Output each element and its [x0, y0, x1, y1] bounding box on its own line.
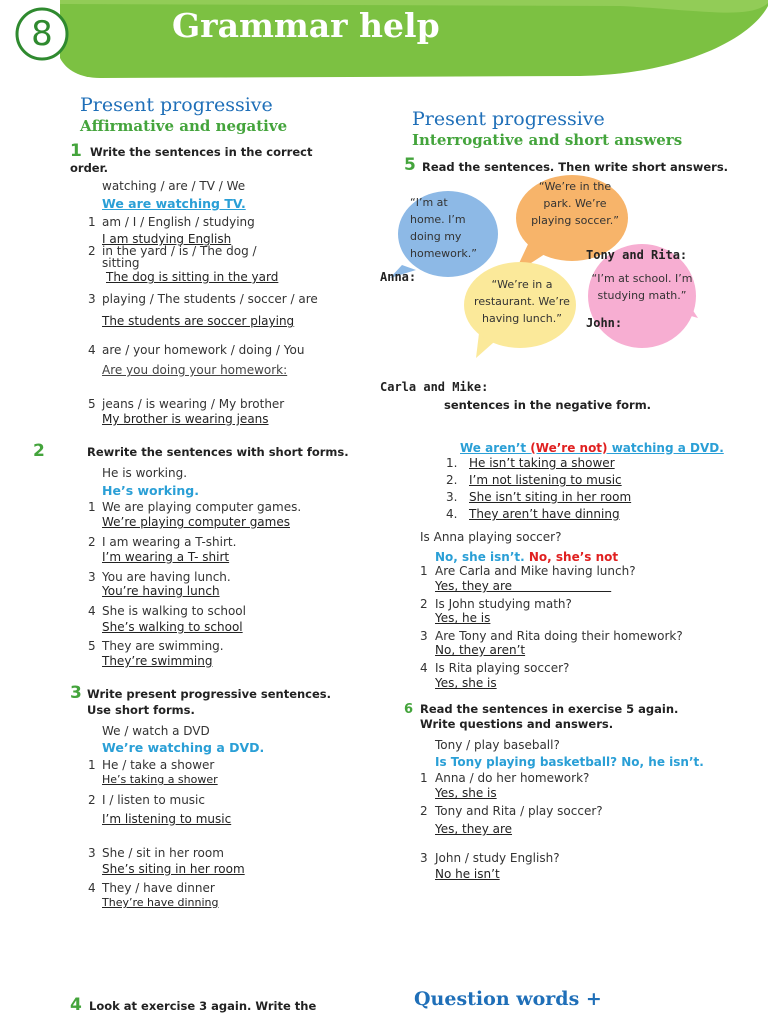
- ex1-item-5-num: 5: [88, 397, 96, 411]
- ex6-item-3-prompt: John / study English?: [435, 851, 560, 865]
- ex1-item-4-prompt: are / your homework / doing / You: [102, 343, 305, 357]
- q-item-3-answer: No, they aren’t: [435, 643, 526, 657]
- ex6-item-1-answer: Yes, she is: [435, 786, 497, 800]
- negative-example: We aren’t (We’re not) watching a DVD.: [460, 441, 724, 455]
- q-item-1-prompt: Are Carla and Mike having lunch?: [435, 564, 636, 578]
- name-anna: Anna:: [380, 270, 417, 284]
- ex6-item-3-answer: No he isn’t: [435, 867, 500, 881]
- ex6-item-1-num: 1: [420, 771, 428, 785]
- exercise-4-instruction: Look at exercise 3 again. Write the: [89, 999, 317, 1013]
- ex1-item-5-answer: My brother is wearing jeans: [102, 412, 269, 426]
- ex2-item-4-num: 4: [88, 604, 96, 618]
- bubble-carla-text: “We’re in the park. We’re playing soccer.”: [531, 180, 619, 227]
- ex1-item-3-num: 3: [88, 292, 96, 306]
- ex3-item-3-num: 3: [88, 846, 96, 860]
- exercise-5-instruction: Read the sentences. Then write short answers.: [422, 160, 729, 174]
- ex1-item-1-prompt: am / I / English / studying: [102, 215, 255, 229]
- ex3-item-4-prompt: They / have dinner: [102, 881, 215, 895]
- ex1-example-prompt: watching / are / TV / We: [102, 179, 246, 193]
- bubble-rita-text: “I’m at school. I’m studying math.”: [591, 272, 693, 302]
- neg-item-2-num: 2.: [446, 473, 458, 487]
- neg-item-4-answer: They aren’t have dinning: [469, 507, 620, 521]
- q-item-4-num: 4: [420, 661, 428, 675]
- ex2-example-answer: He’s working.: [102, 483, 199, 498]
- ex2-item-2-num: 2: [88, 535, 96, 549]
- ex3-example-answer: We’re watching a DVD.: [102, 740, 265, 755]
- exercise-6-instruction: Read the sentences in exercise 5 again.: [420, 702, 679, 716]
- ex2-example-prompt: He is working.: [102, 466, 188, 480]
- left-section-subtitle: Affirmative and negative: [80, 117, 288, 135]
- exercise-1-number: 1: [70, 141, 82, 161]
- ex1-item-2-num: 2: [88, 244, 96, 258]
- q-item-4-answer: Yes, she is: [435, 676, 497, 690]
- exercise-2-number: 2: [33, 441, 45, 461]
- exercise-1-instruction: Write the sentences in the correct order.: [70, 145, 313, 175]
- ex2-item-1-num: 1: [88, 500, 96, 514]
- right-section-title: Present progressive: [412, 108, 605, 130]
- exercise-3-instruction: Write present progressive sentences.: [87, 687, 332, 701]
- ex2-item-3-answer: You’re having lunch: [102, 584, 220, 598]
- ex2-item-2-prompt: I am wearing a T-shirt.: [102, 535, 237, 549]
- neg-item-3-answer: She isn’t siting in her room: [469, 490, 632, 504]
- neg-item-2-answer: I’m not listening to music: [469, 473, 622, 487]
- ex2-item-1-answer: We’re playing computer games: [102, 515, 290, 529]
- ex2-item-5-answer: They’re swimming: [102, 654, 213, 668]
- q-item-1-num: 1: [420, 564, 428, 578]
- neg-item-1-answer: He isn’t taking a shower: [469, 456, 615, 470]
- ex6-item-1-prompt: Anna / do her homework?: [435, 771, 590, 785]
- ex1-item-2-prompt2: sitting: [102, 256, 140, 270]
- ex1-item-2-prompt: in the yard / is / The dog /: [102, 244, 257, 258]
- ex6-item-2-prompt: Tony and Rita / play soccer?: [435, 804, 603, 818]
- left-section-title: Present progressive: [80, 94, 273, 116]
- ex1-item-4-answer: Are you doing your homework:: [102, 363, 288, 377]
- negative-instruction: sentences in the negative form.: [444, 398, 652, 412]
- neg-item-3-num: 3.: [446, 490, 458, 504]
- q-item-4-prompt: Is Rita playing soccer?: [435, 661, 570, 675]
- ex6-item-3-num: 3: [420, 851, 428, 865]
- ex6-example-prompt: Tony / play baseball?: [435, 738, 560, 752]
- ex6-item-2-num: 2: [420, 804, 428, 818]
- exercise-6-instruction-2: Write questions and answers.: [420, 717, 614, 731]
- question-example: Is Anna playing soccer?: [420, 530, 562, 544]
- exercise-2-instruction: Rewrite the sentences with short forms.: [87, 445, 349, 459]
- ex2-item-3-prompt: You are having lunch.: [102, 570, 231, 584]
- q-item-3-prompt: Are Tony and Rita doing their homework?: [435, 629, 683, 643]
- ex3-item-2-num: 2: [88, 793, 96, 807]
- ex2-item-2-answer: I’m wearing a T- shirt: [102, 550, 230, 564]
- unit-number: 8: [31, 14, 53, 54]
- right-section-subtitle: Interrogative and short answers: [412, 131, 683, 149]
- name-tony-rita: Tony and Rita:: [586, 248, 688, 262]
- question-example-answer: No, she isn’t. No, she’s not: [435, 550, 619, 564]
- ex2-item-4-answer: She’s walking to school: [102, 620, 243, 634]
- q-item-2-prompt: Is John studying math?: [435, 597, 572, 611]
- bubble-anna-text: “I’m at home. I’m doing my homework.”: [410, 196, 477, 260]
- name-john: John:: [586, 316, 623, 330]
- neg-item-4-num: 4.: [446, 507, 458, 521]
- ex3-item-3-answer: She’s siting in her room: [102, 862, 245, 876]
- ex3-item-2-answer: I’m listening to music: [102, 812, 232, 826]
- ex3-item-4-num: 4: [88, 881, 96, 895]
- exercise-4-number: 4: [70, 995, 82, 1015]
- q-item-2-answer: Yes, he is: [435, 611, 491, 625]
- q-item-1-answer: Yes, they are: [435, 579, 612, 593]
- ex1-item-1-answer: I am studying English: [102, 232, 232, 246]
- ex6-example-answer: Is Tony playing basketball? No, he isn’t.: [435, 755, 704, 769]
- ex1-item-2-answer: The dog is sitting in the yard: [106, 270, 279, 284]
- next-section-title: Question words +: [414, 988, 602, 1010]
- q-item-3-num: 3: [420, 629, 428, 643]
- ex1-item-5-prompt: jeans / is wearing / My brother: [102, 397, 285, 411]
- ex3-item-1-answer: He’s taking a shower: [102, 773, 218, 786]
- ex3-item-1-num: 1: [88, 758, 96, 772]
- ex1-item-3-prompt: playing / The students / soccer / are: [102, 292, 318, 306]
- page-title: Grammar help: [172, 6, 440, 45]
- ex2-item-4-prompt: She is walking to school: [102, 604, 246, 618]
- name-carla-mike: Carla and Mike:: [380, 380, 489, 394]
- ex3-item-2-prompt: I / listen to music: [102, 793, 205, 807]
- ex2-item-1-prompt: We are playing computer games.: [102, 500, 302, 514]
- ex3-item-4-answer: They’re have dinning: [102, 896, 219, 909]
- bubble-john-text: “We’re in a restaurant. We’re having lunch.”: [474, 278, 570, 325]
- ex1-item-1-num: 1: [88, 215, 96, 229]
- ex2-item-5-prompt: They are swimming.: [102, 639, 224, 653]
- ex2-item-5-num: 5: [88, 639, 96, 653]
- ex3-item-3-prompt: She / sit in her room: [102, 846, 224, 860]
- exercise-3-instruction-2: Use short forms.: [87, 703, 195, 717]
- ex1-item-3-answer: The students are soccer playing: [102, 314, 295, 328]
- ex2-item-3-num: 3: [88, 570, 96, 584]
- ex1-item-4-num: 4: [88, 343, 96, 357]
- q-item-2-num: 2: [420, 597, 428, 611]
- exercise-6-number: 6: [404, 702, 414, 717]
- exercise-3-number: 3: [70, 683, 82, 703]
- ex3-example-prompt: We / watch a DVD: [102, 724, 210, 738]
- exercise-5-number: 5: [404, 155, 416, 175]
- ex3-item-1-prompt: He / take a shower: [102, 758, 215, 772]
- ex1-example-answer: We are watching TV.: [102, 196, 246, 211]
- ex6-item-2-answer: Yes, they are: [435, 822, 513, 836]
- neg-item-1-num: 1.: [446, 456, 458, 470]
